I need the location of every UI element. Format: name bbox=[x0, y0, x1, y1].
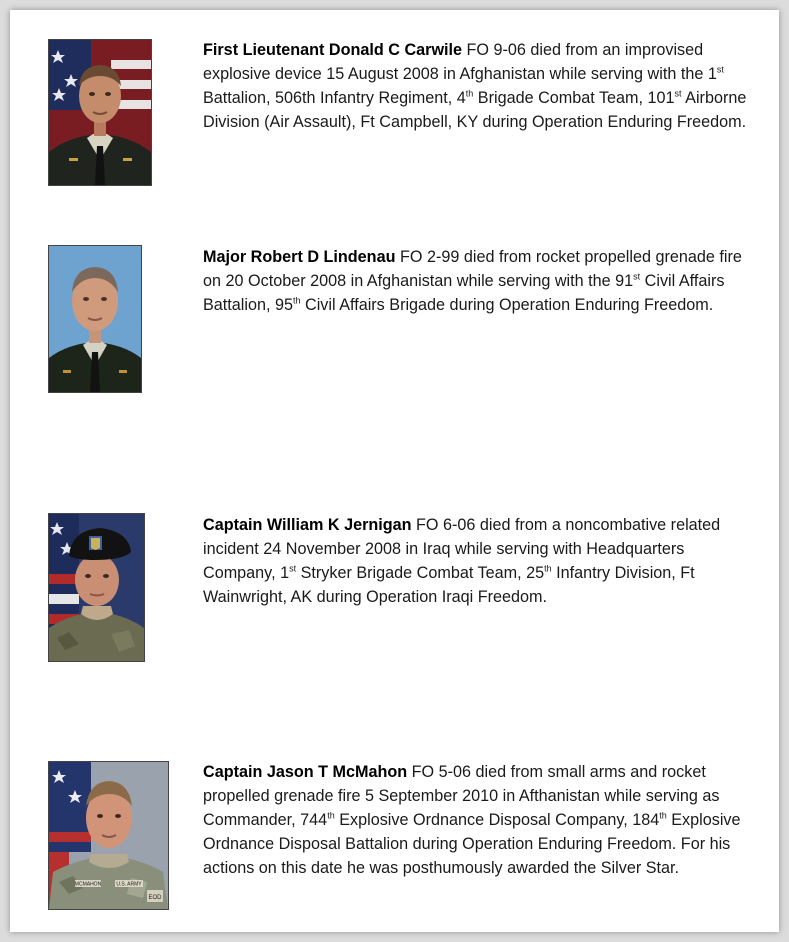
portrait-photo bbox=[48, 245, 142, 393]
soldier-name: First Lieutenant Donald C Carwile bbox=[203, 41, 463, 59]
eod-patch-text: EOD bbox=[148, 895, 162, 901]
memorial-text: Captain William K Jernigan FO 6-06 died from a noncombative related incident 24 November 2008 in Iraq while serving with Headquarters Company, 1st Stryker Brigade Combat Team, 25th Infantry Division, Ft Wainwright, AK during Operation Iraqi Freedom. bbox=[203, 516, 721, 606]
portrait-photo bbox=[48, 513, 145, 662]
nametape-text: MCMAHON bbox=[74, 881, 102, 888]
soldier-name: Captain Jason T McMahon bbox=[203, 763, 408, 781]
portrait-photo bbox=[48, 761, 169, 910]
soldier-name: Major Robert D Lindenau bbox=[203, 248, 396, 266]
memorial-text: First Lieutenant Donald C Carwile FO 9-06 died from an improvised explosive device 15 August 2008 in Afghanistan while serving with the 1st Battalion, 506th Infantry Regiment, 4th Brigade Combat Team, 101st Airborne Division (Air Assault), Ft Campbell, KY during Operation Enduring Freedom. bbox=[203, 41, 747, 131]
memorial-text: Major Robert D Lindenau FO 2-99 died from rocket propelled grenade fire on 20 October 2008 in Afghanistan while serving with the 91st Civil Affairs Battalion, 95th Civil Affairs Brigade during Operation Enduring Freedom. bbox=[203, 248, 742, 314]
service-tape-text: U.S. ARMY bbox=[116, 881, 142, 888]
portrait-photo bbox=[48, 39, 152, 186]
memorial-page bbox=[10, 10, 779, 932]
memorial-text: Captain Jason T McMahon FO 5-06 died from small arms and rocket propelled grenade fire 5 September 2010 in Afthanistan while serving as Commander, 744th Explosive Ordnance Disposal Company, 184th Explosive Ordnance Disposal Battalion during Operation Enduring Freedom. For his actions on this date he was posthumously awarded the Silver Star. bbox=[203, 763, 741, 877]
soldier-name: Captain William K Jernigan bbox=[203, 516, 412, 534]
